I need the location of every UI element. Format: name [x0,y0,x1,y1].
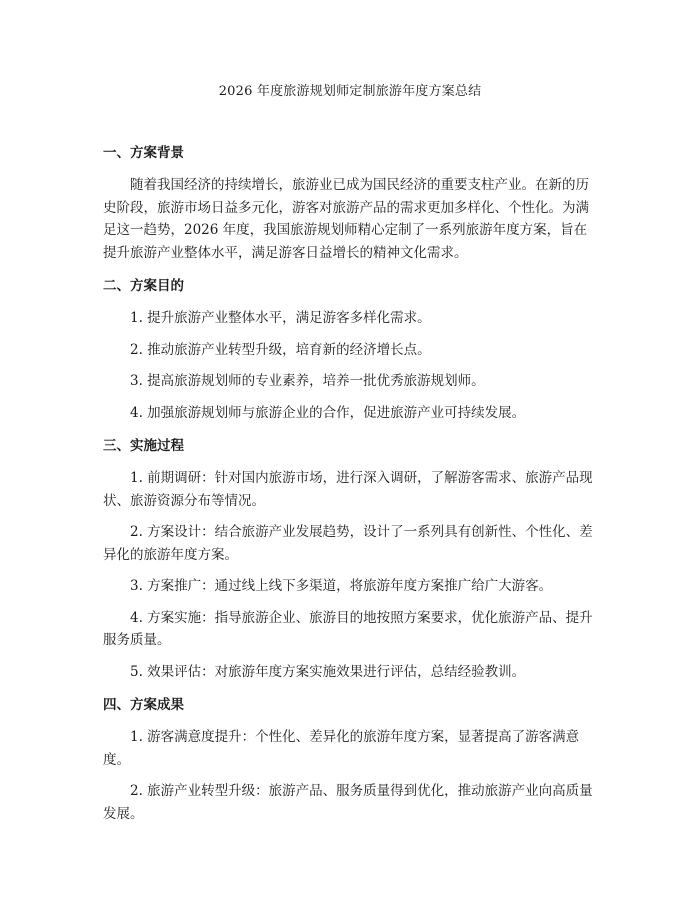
purpose-item: 4. 加强旅游规划师与旅游企业的合作，促进旅游产业可持续发展。 [130,404,526,421]
section-heading-purpose: 二、方案目的 [103,278,184,294]
implementation-item: 2. 方案设计：结合旅游产业发展趋势，设计了一系列具有创新性、个性化、差异化的旅游年度方案。 [103,524,593,563]
results-item: 1. 游客满意度提升：个性化、差异化的旅游年度方案，显著提高了游客满意度。 [103,729,580,768]
document-title: 2026 年度旅游规划师定制旅游年度方案总结 [218,84,482,99]
implementation-item: 1. 前期调研：针对国内旅游市场，进行深入调研，了解游客需求、旅游产品现状、旅游资源分布等情况。 [103,470,593,509]
results-item: 2. 旅游产业转型升级：旅游产品、服务质量得到优化，推动旅游产业向高质量发展。 [103,783,593,822]
implementation-item: 4. 方案实施：指导旅游企业、旅游目的地按照方案要求，优化旅游产品、提升服务质量。 [103,609,593,648]
purpose-item: 3. 提高旅游规划师的专业素养，培养一批优秀旅游规划师。 [130,373,485,389]
purpose-item: 2. 推动旅游产业转型升级，培育新的经济增长点。 [130,341,431,358]
section-heading-results: 四、方案成果 [103,697,184,713]
section-heading-background: 一、方案背景 [103,145,184,161]
implementation-item: 3. 方案推广：通过线上线下多渠道，将旅游年度方案推广给广大游客。 [130,578,553,594]
section-heading-implementation: 三、实施过程 [103,438,184,454]
implementation-item: 5. 效果评估：对旅游年度方案实施效果进行评估，总结经验教训。 [130,663,526,680]
document-body [103,142,600,825]
purpose-item: 1. 提升旅游产业整体水平，满足游客多样化需求。 [130,310,431,326]
background-paragraph: 随着我国经济的持续增长，旅游业已成为国民经济的重要支柱产业。在新的历史阶段，旅游市场日益多元化，游客对旅游产品的需求更加多样化、个性化。为满足这一趋势，2026 年度，我国旅游规划师精心定制了一系列旅游年度方案，旨在提升旅游产业整体水平，满足游客日益增长的精神文化需求。 [103,177,589,261]
